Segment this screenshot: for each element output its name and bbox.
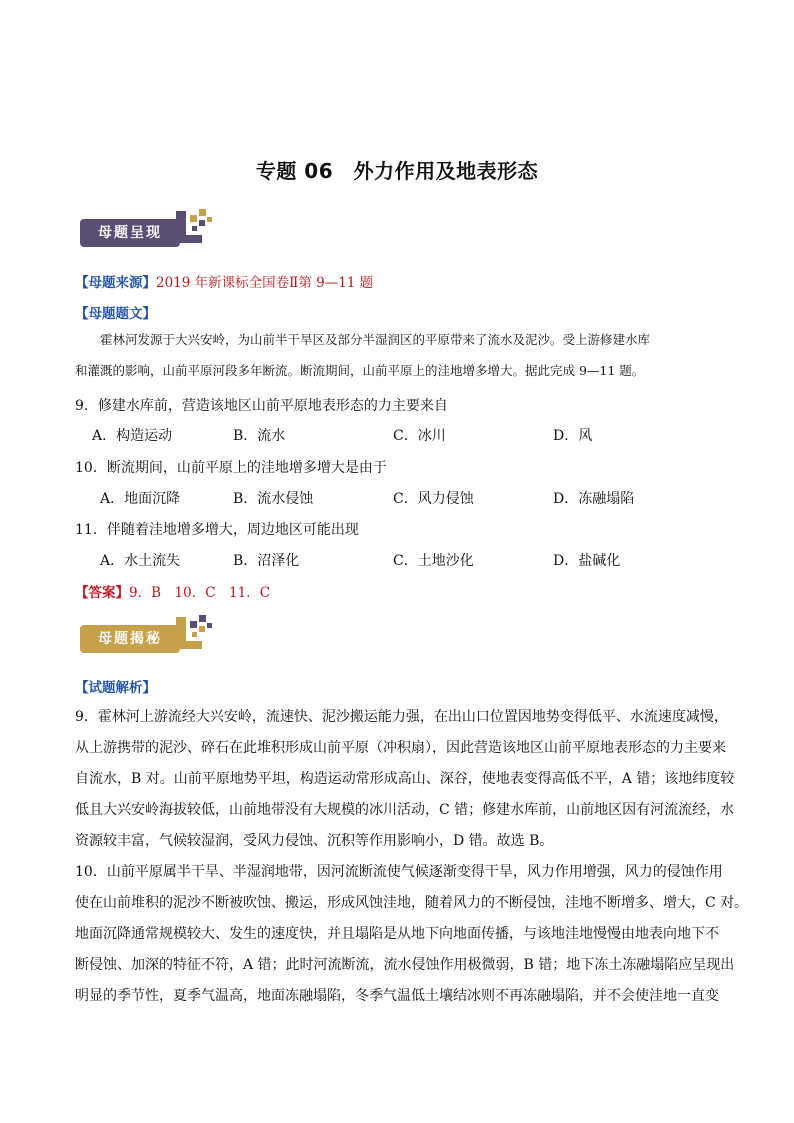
banner-label: 母题呈现 — [80, 219, 180, 247]
section-banner-analysis — [80, 613, 215, 655]
analysis-line: 地面沉降通常规模较大、发生的速度快，并且塌陷是从地下向地面传播，与该地洼地慢慢由地表向地下不 — [75, 926, 719, 942]
question-option: C．冰川 — [393, 428, 446, 444]
analysis-line: 从上游携带的泥沙、碎石在此堆积形成山前平原（冲积扇），因此营造该地区山前平原地表形态的力主要来 — [75, 740, 726, 756]
question-option: C．土地沙化 — [393, 553, 474, 569]
analysis-line: 断侵蚀、加深的特征不符，A 错；此时河流断流，流水侵蚀作用极微弱，B 错；地下冻土冻融塌陷应呈现出 — [75, 957, 735, 973]
source-line — [75, 271, 725, 291]
question-option: B．流水侵蚀 — [233, 491, 314, 507]
analysis-line: 自流水，B 对。山前平原地势平坦，构造运动常形成高山、深谷，使地表变得高低不平，A 错；该地纬度较 — [75, 771, 735, 787]
banner-decoration-icon — [174, 613, 214, 653]
question-option: D．冻融塌陷 — [553, 491, 635, 507]
analysis-line: 资源较丰富，气候较湿润，受风力侵蚀、沉积等作用影响小，D 错。故选 B。 — [75, 833, 554, 849]
question-option: A．地面沉降 — [100, 491, 181, 507]
question-stem: 10．断流期间，山前平原上的洼地增多增大是由于 — [75, 460, 387, 476]
source-text: 2019 年新课标全国卷Ⅱ第 9—11 题 — [156, 275, 374, 291]
question-option: D．盐碱化 — [553, 553, 621, 569]
answer-label: 【答案】 — [75, 585, 129, 601]
question-stem: 9．修建水库前，营造该地区山前平原地表形态的力主要来自 — [75, 398, 448, 414]
analysis-line: 低且大兴安岭海拔较低，山前地带没有大规模的冰川活动，C 错；修建水库前，山前地区因有河流流经，水 — [75, 802, 735, 818]
question-stem: 11．伴随着洼地增多增大，周边地区可能出现 — [75, 522, 359, 538]
question-option: B．流水 — [233, 428, 286, 444]
banner-label: 母题揭秘 — [80, 625, 180, 653]
source-label: 【母题来源】 — [75, 275, 156, 291]
banner-decoration-icon — [174, 207, 214, 247]
question-option: A．水土流失 — [100, 553, 181, 569]
question-option: C．风力侵蚀 — [393, 491, 474, 507]
answer-line — [75, 581, 725, 601]
answer-text: 9．B 10．C 11．C — [129, 585, 271, 601]
passage-line: 和灌溉的影响，山前平原河段多年断流。断流期间，山前平原上的洼地增多增大。据此完成 9—11 题。 — [75, 363, 645, 378]
analysis-line: 使在山前堆积的泥沙不断被吹蚀、搬运，形成风蚀洼地，随着风力的不断侵蚀，洼地不断增多、增大，C 对。 — [75, 895, 749, 911]
question-option: A．构造运动 — [92, 428, 173, 444]
page-title: 专题 06 外力作用及地表形态 — [255, 159, 539, 183]
analysis-line: 10．山前平原属半干旱、半湿润地带，因河流断流使气候逐渐变得干旱，风力作用增强，风力的侵蚀作用 — [75, 864, 723, 880]
passage-line: 霍林河发源于大兴安岭，为山前半干旱区及部分半湿润区的平原带来了流水及泥沙。受上游修建水库 — [75, 332, 651, 347]
question-option: B．沼泽化 — [233, 553, 300, 569]
analysis-line: 明显的季节性，夏季气温高，地面冻融塌陷，冬季气温低土壤结冰则不再冻融塌陷，并不会使洼地一直变 — [75, 988, 719, 1004]
passage-label: 【母题题文】 — [75, 306, 156, 322]
question-option: D．风 — [553, 428, 593, 444]
analysis-line: 9．霍林河上游流经大兴安岭，流速快、泥沙搬运能力强，在出山口位置因地势变得低平、水流速度减慢， — [75, 709, 728, 725]
analysis-label: 【试题解析】 — [75, 680, 156, 696]
section-banner-presentation — [80, 207, 215, 249]
